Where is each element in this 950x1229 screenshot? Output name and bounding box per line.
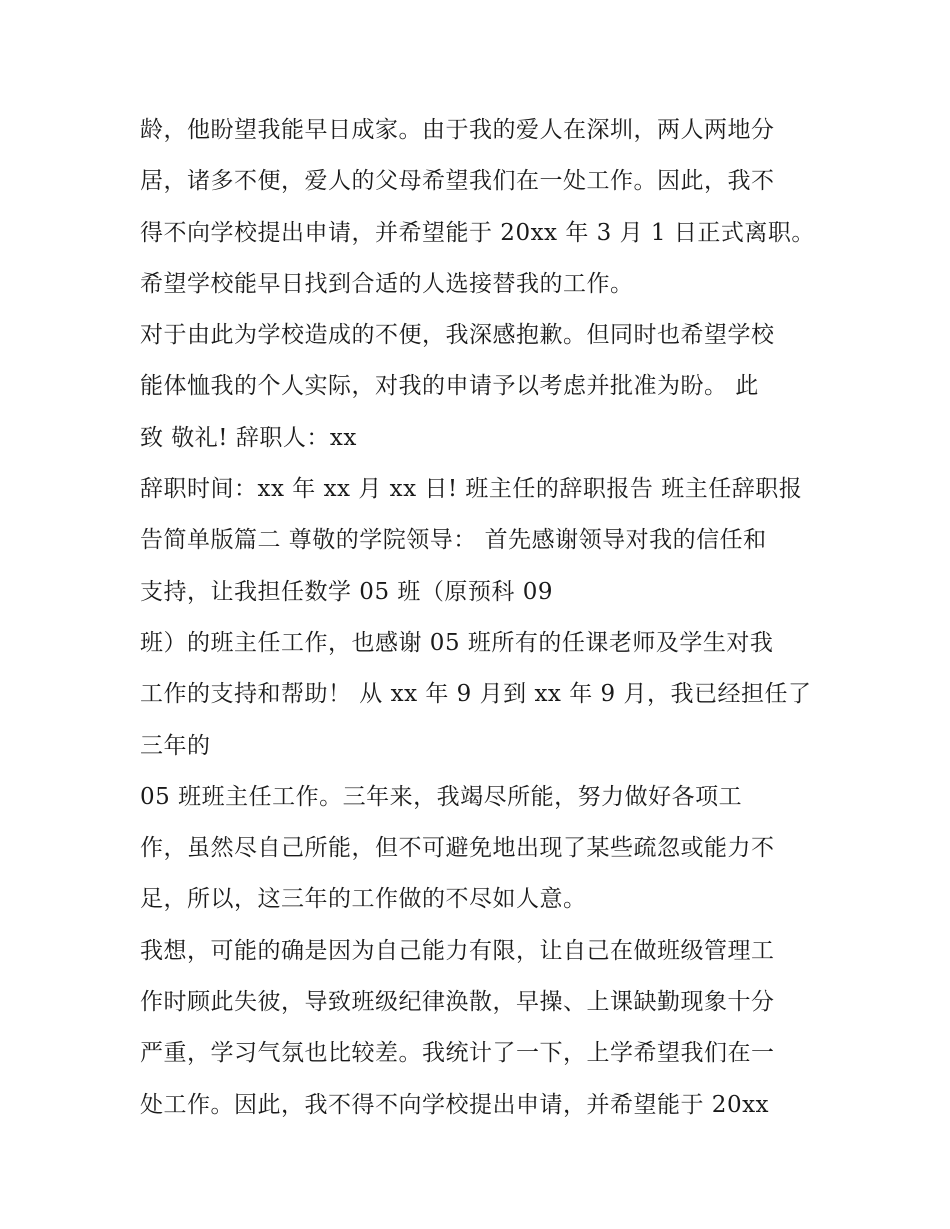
text-line: 工作的支持和帮助！ 从 xx 年 9 月到 xx 年 9 月，我已经担任了 <box>140 681 812 708</box>
text-line: 居，诸多不便，爱人的父母希望我们在一处工作。因此，我不 <box>140 168 775 195</box>
text-line: 足，所以，这三年的工作做的不尽如人意。 <box>140 886 587 913</box>
text-line: 告简单版篇二 尊敬的学院领导： 首先感谢领导对我的信任和 <box>140 527 767 554</box>
text-line: 三年的 <box>140 732 211 759</box>
text-line: 作，虽然尽自己所能，但不可避免地出现了某些疏忽或能力不 <box>140 835 775 862</box>
document-body <box>140 105 830 1131</box>
text-line: 我想，可能的确是因为自己能力有限，让自己在做班级管理工 <box>140 937 775 964</box>
text-line: 严重，学习气氛也比较差。我统计了一下，上学希望我们在一 <box>140 1040 775 1067</box>
text-line: 得不向学校提出申请，并希望能于 20xx 年 3 月 1 日正式离职。 <box>140 219 815 246</box>
text-line: 对于由此为学校造成的不便，我深感抱歉。但同时也希望学校 <box>140 322 775 349</box>
text-line: 班）的班主任工作，也感谢 05 班所有的任课老师及学生对我 <box>140 629 774 656</box>
text-line: 致 敬礼! 辞职人：xx <box>140 424 357 451</box>
text-line: 辞职时间：xx 年 xx 月 xx 日! 班主任的辞职报告 班主任辞职报 <box>140 476 803 503</box>
text-line: 能体恤我的个人实际，对我的申请予以考虑并批准为盼。 此 <box>140 373 759 400</box>
text-line: 处工作。因此，我不得不向学校提出申请，并希望能于 20xx <box>140 1091 770 1118</box>
text-line: 希望学校能早日找到合适的人选接替我的工作。 <box>140 270 634 297</box>
text-line: 05 班班主任工作。三年来，我竭尽所能，努力做好各项工 <box>140 783 743 810</box>
text-line: 作时顾此失彼，导致班级纪律涣散，早操、上课缺勤现象十分 <box>140 989 775 1016</box>
text-line: 龄，他盼望我能早日成家。由于我的爱人在深圳，两人两地分 <box>140 117 775 143</box>
text-line: 支持，让我担任数学 05 班（原预科 09 <box>140 578 553 605</box>
